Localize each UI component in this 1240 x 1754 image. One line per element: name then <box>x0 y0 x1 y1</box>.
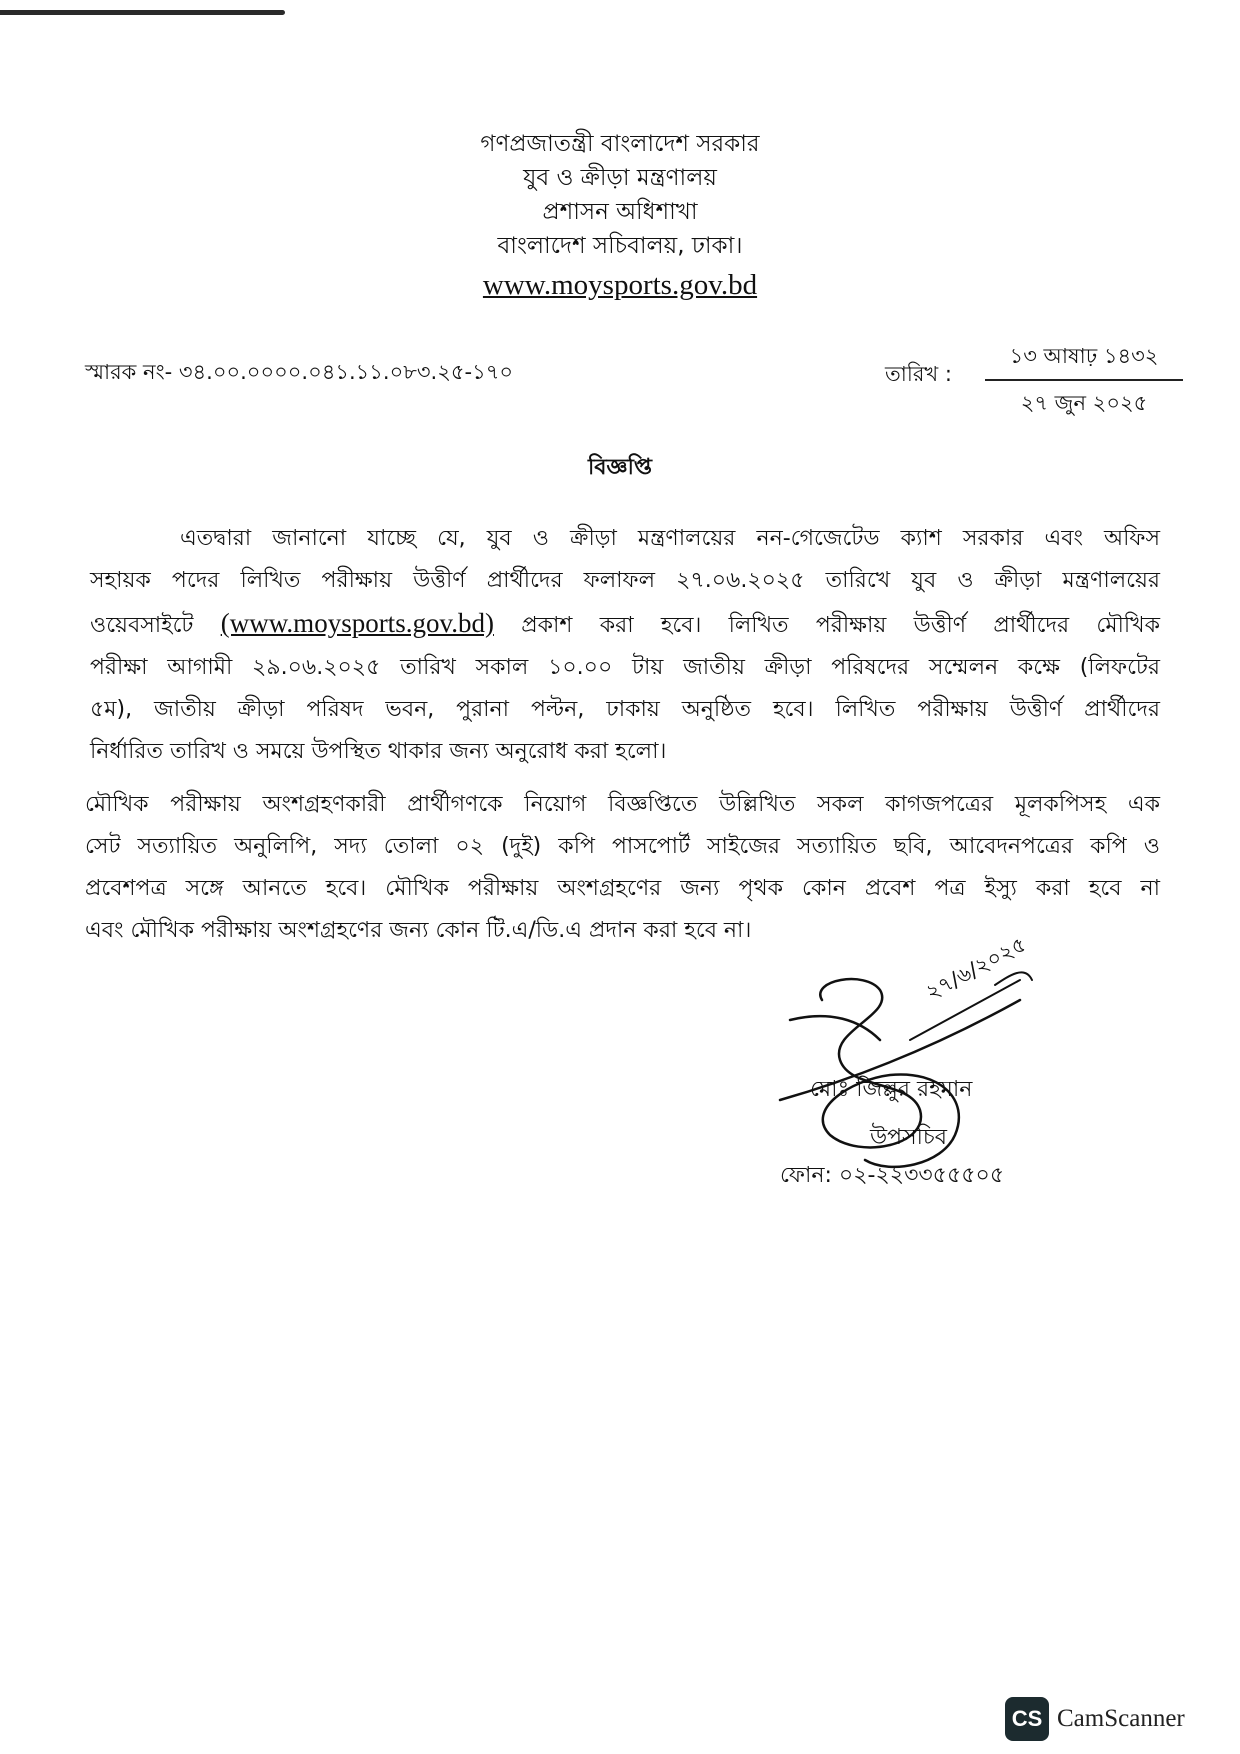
memo-number: স্মারক নং- ৩৪.০০.০০০০.০৪১.১১.০৮৩.২৫-১৭০ <box>85 360 514 384</box>
notice-paragraph-2 <box>85 784 1160 952</box>
website-link[interactable]: (www.moysports.gov.bd) <box>220 608 494 638</box>
date-bangla: ১৩ আষাঢ় ১৪৩২ <box>985 340 1183 381</box>
handwritten-date: ২৭/৬/২০২৫ <box>921 932 1031 1005</box>
date-label: তারিখ : <box>885 362 952 386</box>
paragraph-line: এবং মৌখিক পরীক্ষায় অংশগ্রহণের জন্য কোন টি.এ/ডি.এ প্রদান করা হবে না। <box>85 918 752 943</box>
paragraph-line: নির্ধারিত তারিখ ও সময়ে উপস্থিত থাকার জন্য অনুরোধ করা হলো। <box>90 739 667 764</box>
government-name: গণপ্রজাতন্ত্রী বাংলাদেশ সরকার <box>480 131 760 157</box>
letterhead <box>0 127 1240 305</box>
office-address: বাংলাদেশ সচিবালয়, ঢাকা। <box>497 233 743 259</box>
paragraph-text: প্রকাশ করা হবে। লিখিত পরীক্ষায় উত্তীর্ণ প্রার্থীদের মৌখিক <box>521 613 1160 638</box>
date-english: ২৭ জুন ২০২৫ <box>1020 391 1148 415</box>
date-block <box>985 340 1183 422</box>
ministry-website-link[interactable]: www.moysports.gov.bd <box>482 269 758 301</box>
signature-block <box>770 932 1110 1220</box>
notice-title: বিজ্ঞপ্তি <box>588 455 652 480</box>
camscanner-watermark <box>1005 1697 1185 1741</box>
paragraph-line: ৫ম), জাতীয় ক্রীড়া পরিষদ ভবন, পুরানা পল্টন, ঢাকায় অনুষ্ঠিত হবে। লিখিত পরীক্ষায় উত্তীর্ণ প্রার্থীদের <box>90 697 1160 722</box>
paragraph-line: সেট সত্যায়িত অনুলিপি, সদ্য তোলা ০২ (দুই) কপি পাসপোর্ট সাইজের সত্যায়িত ছবি, আবেদনপত্রের কপি ও <box>85 834 1160 859</box>
paragraph-line: এতদ্বারা জানানো যাচ্ছে যে, যুব ও ক্রীড়া মন্ত্রণালয়ের নন-গেজেটেড ক্যাশ সরকার এবং অফিস <box>180 526 1160 551</box>
wing-name: প্রশাসন অধিশাখা <box>542 199 698 225</box>
paragraph-line: মৌখিক পরীক্ষায় অংশগ্রহণকারী প্রার্থীগণকে নিয়োগ বিজ্ঞপ্তিতে উল্লিখিত সকল কাগজপত্রের মূলকপিসহ এক <box>85 792 1160 817</box>
signatory-phone: ফোন: ০২-২২৩৩৫৫৫০৫ <box>780 1163 1005 1188</box>
paragraph-line <box>90 602 1160 647</box>
paragraph-line: সহায়ক পদের লিখিত পরীক্ষায় উত্তীর্ণ প্রার্থীদের ফলাফল ২৭.০৬.২০২৫ তারিখে যুব ও ক্রীড়া মন্ত্রণালয়ের <box>90 568 1160 593</box>
notice-paragraph-1 <box>90 518 1160 773</box>
camscanner-logo-icon: CS <box>1005 1697 1049 1741</box>
camscanner-text: CamScanner <box>1057 1705 1185 1732</box>
signatory-name: মোঃ জিল্লুর রহমান <box>810 1077 973 1102</box>
paragraph-line: পরীক্ষা আগামী ২৯.০৬.২০২৫ তারিখ সকাল ১০.০০ টায় জাতীয় ক্রীড়া পরিষদের সম্মেলন কক্ষে (লিফটের <box>90 655 1160 680</box>
paragraph-text: ওয়েবসাইটে <box>90 613 194 638</box>
scan-edge-mark <box>0 10 285 15</box>
paragraph-line: প্রবেশপত্র সঙ্গে আনতে হবে। মৌখিক পরীক্ষায় অংশগ্রহণের জন্য পৃথক কোন প্রবেশ পত্র ইস্যু করা হবে না <box>85 876 1160 901</box>
ministry-name: যুব ও ক্রীড়া মন্ত্রণালয় <box>523 165 717 191</box>
signatory-designation: উপসচিব <box>870 1125 948 1150</box>
